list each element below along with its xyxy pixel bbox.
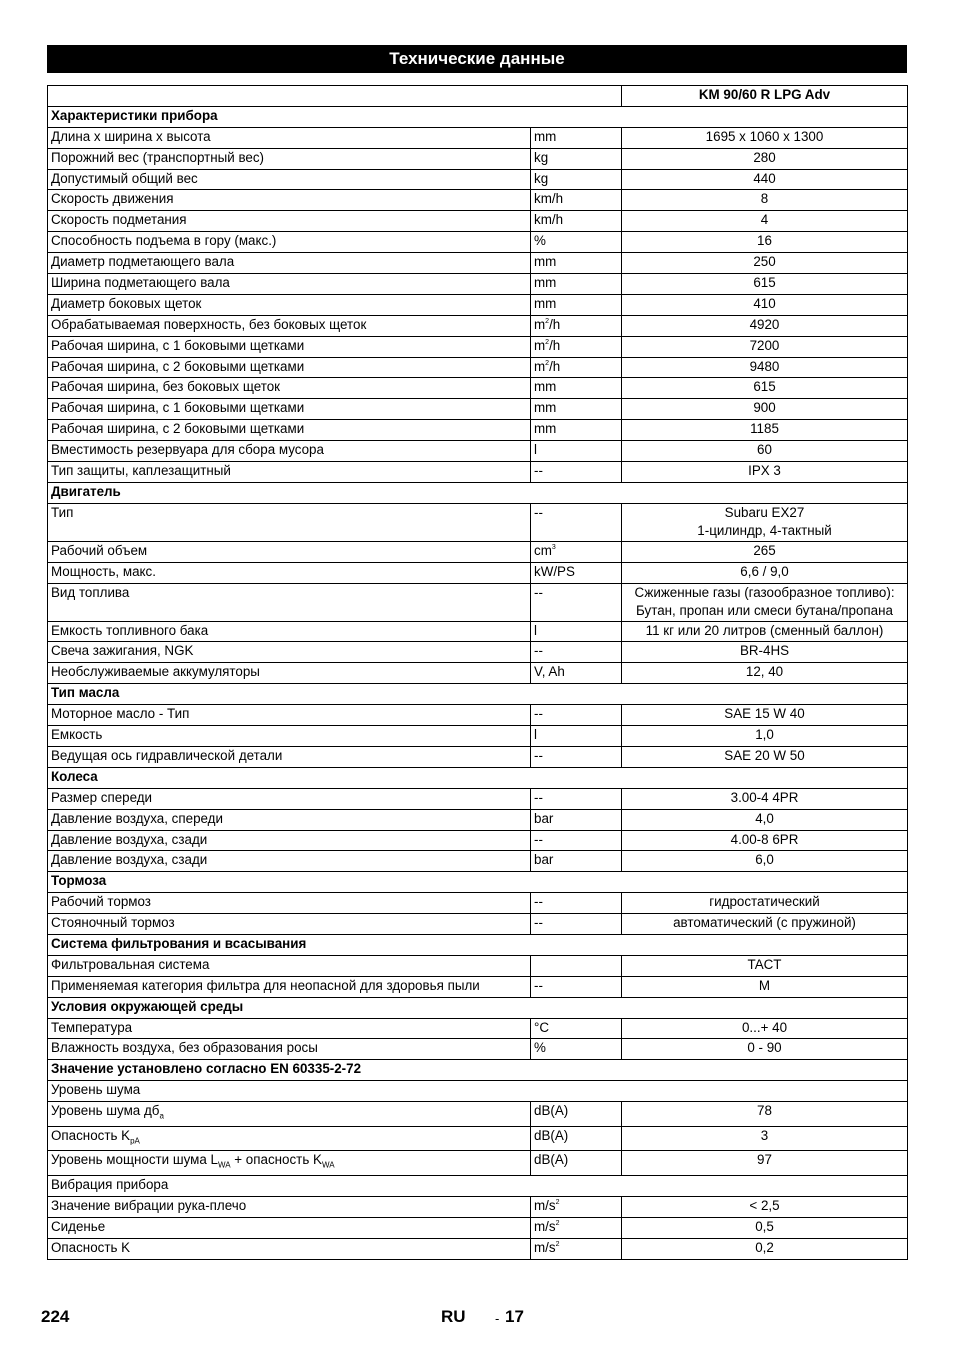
subsection-title: Вибрация прибора	[48, 1176, 908, 1197]
param-unit: mm	[531, 253, 622, 274]
tech-data-table	[47, 85, 908, 1260]
param-value: 6,6 / 9,0	[622, 562, 908, 583]
param-unit: mm	[531, 127, 622, 148]
param-label: Тип	[48, 503, 531, 541]
label-text: Уровень шума дб	[51, 1103, 160, 1119]
table-row	[48, 562, 908, 583]
param-unit: bar	[531, 809, 622, 830]
param-label: Рабочий объем	[48, 541, 531, 562]
label-text: + опасность K	[230, 1152, 322, 1168]
param-label	[48, 1126, 531, 1151]
section-title: Характеристики прибора	[48, 106, 908, 127]
param-label: Фильтровальная система	[48, 955, 531, 976]
param-label	[48, 1102, 531, 1127]
param-label: Допустимый общий вес	[48, 169, 531, 190]
label-text: Уровень мощности шума L	[51, 1152, 218, 1168]
param-label: Рабочая ширина, с 2 боковыми щетками	[48, 357, 531, 378]
table-row	[48, 441, 908, 462]
param-value: 12, 40	[622, 663, 908, 684]
param-unit: mm	[531, 274, 622, 295]
table-row	[48, 169, 908, 190]
table-row	[48, 399, 908, 420]
value-line: 1-цилиндр, 4-тактный	[697, 522, 832, 538]
unit-superscript: 2	[555, 1219, 560, 1227]
param-label: Вид топлива	[48, 583, 531, 621]
param-label: Опасность K	[48, 1238, 531, 1259]
section-title: Двигатель	[48, 482, 908, 503]
label-subscript: WA	[321, 1161, 335, 1171]
table-row	[48, 1217, 908, 1238]
table-row	[48, 503, 908, 541]
table-row	[48, 955, 908, 976]
param-value: 97	[622, 1151, 908, 1176]
param-unit: l	[531, 726, 622, 747]
table-row	[48, 420, 908, 441]
param-label: Размер спереди	[48, 788, 531, 809]
param-label: Значение вибрации рука-плечо	[48, 1196, 531, 1217]
param-unit: --	[531, 788, 622, 809]
param-unit: dB(A)	[531, 1102, 622, 1127]
unit-superscript: 2	[545, 359, 550, 367]
section-row	[48, 767, 908, 788]
param-unit: °C	[531, 1018, 622, 1039]
label-text: Опасность K	[51, 1127, 131, 1143]
param-value: BR-4HS	[622, 642, 908, 663]
param-value: 16	[622, 232, 908, 253]
param-unit	[531, 541, 622, 562]
param-unit: km/h	[531, 211, 622, 232]
table-row	[48, 336, 908, 357]
unit-base: m/s	[534, 1197, 556, 1213]
model-name: KM 90/60 R LPG Adv	[622, 86, 908, 107]
param-value: автоматический (с пружиной)	[622, 914, 908, 935]
table-row	[48, 583, 908, 621]
param-unit	[531, 357, 622, 378]
table-row	[48, 726, 908, 747]
unit-base: m/s	[534, 1218, 556, 1234]
param-unit: --	[531, 462, 622, 483]
param-label: Давление воздуха, спереди	[48, 809, 531, 830]
param-unit: --	[531, 705, 622, 726]
section-title: Значение установлено согласно EN 60335-2-72	[48, 1060, 908, 1081]
table-row	[48, 378, 908, 399]
param-value: 0...+ 40	[622, 1018, 908, 1039]
param-value: 9480	[622, 357, 908, 378]
param-value: 0 - 90	[622, 1039, 908, 1060]
param-value: 1695 x 1060 x 1300	[622, 127, 908, 148]
table-row	[48, 148, 908, 169]
param-label: Тип защиты, каплезащитный	[48, 462, 531, 483]
param-value: SAE 20 W 50	[622, 746, 908, 767]
param-unit: km/h	[531, 190, 622, 211]
param-unit: --	[531, 746, 622, 767]
param-value: 615	[622, 378, 908, 399]
label-subscript: WA	[217, 1161, 231, 1171]
unit-suffix: /h	[549, 316, 561, 332]
param-label: Температура	[48, 1018, 531, 1039]
param-label: Емкость топливного бака	[48, 621, 531, 642]
table-row	[48, 211, 908, 232]
param-value: 0,2	[622, 1238, 908, 1259]
param-label: Применяемая категория фильтра для неопасной для здоровья пыли	[48, 976, 531, 997]
unit-base: m	[534, 316, 546, 332]
section-row	[48, 684, 908, 705]
param-value: 265	[622, 541, 908, 562]
param-unit: dB(A)	[531, 1126, 622, 1151]
table-row	[48, 663, 908, 684]
section-title: Тормоза	[48, 872, 908, 893]
param-unit: l	[531, 621, 622, 642]
param-label: Способность подъема в гору (макс.)	[48, 232, 531, 253]
table-row	[48, 1196, 908, 1217]
section-page-number: 17	[505, 1307, 524, 1326]
param-label: Мощность, макс.	[48, 562, 531, 583]
param-unit: mm	[531, 378, 622, 399]
param-unit: --	[531, 830, 622, 851]
param-unit: --	[531, 503, 622, 541]
unit-base: m	[534, 337, 546, 353]
table-row	[48, 705, 908, 726]
param-unit: kg	[531, 148, 622, 169]
unit-suffix: /h	[549, 358, 561, 374]
param-unit	[531, 1196, 622, 1217]
table-row	[48, 315, 908, 336]
language-code: RU	[441, 1307, 466, 1326]
param-unit: --	[531, 642, 622, 663]
param-value: 11 кг или 20 литров (сменный баллон)	[622, 621, 908, 642]
table-row	[48, 788, 908, 809]
param-value	[622, 583, 908, 621]
table-row	[48, 746, 908, 767]
param-unit	[531, 336, 622, 357]
param-value: 3	[622, 1126, 908, 1151]
param-value: 1185	[622, 420, 908, 441]
param-value: 8	[622, 190, 908, 211]
param-value: < 2,5	[622, 1196, 908, 1217]
table-row	[48, 851, 908, 872]
unit-superscript: 2	[545, 317, 550, 325]
section-row	[48, 934, 908, 955]
param-value: 4	[622, 211, 908, 232]
section-title: Тип масла	[48, 684, 908, 705]
param-value: 280	[622, 148, 908, 169]
param-value: 4920	[622, 315, 908, 336]
param-label: Моторное масло - Тип	[48, 705, 531, 726]
header-empty-cell	[48, 86, 622, 107]
section-row	[48, 997, 908, 1018]
param-unit: l	[531, 441, 622, 462]
param-unit: V, Ah	[531, 663, 622, 684]
param-unit	[531, 1217, 622, 1238]
param-unit: mm	[531, 399, 622, 420]
table-row	[48, 1238, 908, 1259]
param-label: Ведущая ось гидравлической детали	[48, 746, 531, 767]
param-value: 3.00-4 4PR	[622, 788, 908, 809]
unit-base: cm	[534, 542, 552, 558]
param-unit: bar	[531, 851, 622, 872]
param-value: M	[622, 976, 908, 997]
param-label: Обрабатываемая поверхность, без боковых щеток	[48, 315, 531, 336]
param-label: Рабочий тормоз	[48, 893, 531, 914]
param-unit	[531, 1238, 622, 1259]
table-row	[48, 1102, 908, 1127]
table-row	[48, 642, 908, 663]
param-value: TACT	[622, 955, 908, 976]
table-row	[48, 1039, 908, 1060]
section-title: Условия окружающей среды	[48, 997, 908, 1018]
param-unit: mm	[531, 294, 622, 315]
section-row	[48, 1060, 908, 1081]
param-label	[48, 1151, 531, 1176]
param-unit: --	[531, 976, 622, 997]
param-unit: kg	[531, 169, 622, 190]
subsection-row	[48, 1176, 908, 1197]
param-label: Рабочая ширина, без боковых щеток	[48, 378, 531, 399]
table-row	[48, 1018, 908, 1039]
table-row	[48, 621, 908, 642]
param-label: Давление воздуха, сзади	[48, 851, 531, 872]
unit-base: m/s	[534, 1239, 556, 1255]
page-title: Технические данные	[47, 45, 907, 73]
param-value: 60	[622, 441, 908, 462]
param-unit: --	[531, 583, 622, 621]
param-label: Необслуживаемые аккумуляторы	[48, 663, 531, 684]
subsection-title: Уровень шума	[48, 1081, 908, 1102]
param-value: 6,0	[622, 851, 908, 872]
param-label: Длина x ширина x высота	[48, 127, 531, 148]
table-row	[48, 274, 908, 295]
section-row	[48, 872, 908, 893]
param-unit: kW/PS	[531, 562, 622, 583]
param-label: Давление воздуха, сзади	[48, 830, 531, 851]
unit-suffix: /h	[549, 337, 561, 353]
param-value: 900	[622, 399, 908, 420]
param-value: 440	[622, 169, 908, 190]
unit-superscript: 2	[555, 1240, 560, 1248]
param-unit	[531, 955, 622, 976]
table-row	[48, 830, 908, 851]
section-row	[48, 106, 908, 127]
param-label: Ширина подметающего вала	[48, 274, 531, 295]
param-value: 615	[622, 274, 908, 295]
param-value: 410	[622, 294, 908, 315]
param-value: IPX 3	[622, 462, 908, 483]
table-row	[48, 253, 908, 274]
section-row	[48, 482, 908, 503]
param-value	[622, 503, 908, 541]
param-value: 78	[622, 1102, 908, 1127]
value-line: Бутан, пропан или смеси бутана/пропана	[636, 602, 893, 618]
param-value: 250	[622, 253, 908, 274]
param-label: Сиденье	[48, 1217, 531, 1238]
param-label: Вместимость резервуара для сбора мусора	[48, 441, 531, 462]
subsection-row	[48, 1081, 908, 1102]
table-row	[48, 462, 908, 483]
unit-superscript: 2	[555, 1198, 560, 1206]
table-row	[48, 809, 908, 830]
param-label: Свеча зажигания, NGK	[48, 642, 531, 663]
param-value: 4.00-8 6PR	[622, 830, 908, 851]
param-value: SAE 15 W 40	[622, 705, 908, 726]
table-header-row	[48, 86, 908, 107]
value-line: Subaru EX27	[724, 504, 805, 520]
param-unit: %	[531, 1039, 622, 1060]
page-separator: -	[495, 1311, 500, 1326]
param-label: Влажность воздуха, без образования росы	[48, 1039, 531, 1060]
param-value: 4,0	[622, 809, 908, 830]
param-value: 0,5	[622, 1217, 908, 1238]
label-subscript: pA	[130, 1136, 140, 1146]
param-label: Рабочая ширина, с 2 боковыми щетками	[48, 420, 531, 441]
section-title: Колеса	[48, 767, 908, 788]
table-row	[48, 1151, 908, 1176]
param-label: Скорость движения	[48, 190, 531, 211]
param-label: Скорость подметания	[48, 211, 531, 232]
param-value: 1,0	[622, 726, 908, 747]
param-label: Диаметр подметающего вала	[48, 253, 531, 274]
param-label: Емкость	[48, 726, 531, 747]
table-row	[48, 914, 908, 935]
table-row	[48, 190, 908, 211]
param-label: Порожний вес (транспортный вес)	[48, 148, 531, 169]
param-unit: dB(A)	[531, 1151, 622, 1176]
table-row	[48, 541, 908, 562]
unit-superscript: 3	[551, 543, 556, 551]
param-label: Диаметр боковых щеток	[48, 294, 531, 315]
unit-superscript: 2	[545, 338, 550, 346]
label-subscript: a	[159, 1111, 164, 1121]
param-unit: %	[531, 232, 622, 253]
param-label: Стояночный тормоз	[48, 914, 531, 935]
param-unit: mm	[531, 420, 622, 441]
param-unit: --	[531, 893, 622, 914]
unit-base: m	[534, 358, 546, 374]
value-line: Сжиженные газы (газообразное топливо):	[634, 584, 895, 600]
param-label: Рабочая ширина, с 1 боковыми щетками	[48, 399, 531, 420]
table-row	[48, 357, 908, 378]
table-row	[48, 294, 908, 315]
table-row	[48, 127, 908, 148]
table-row	[48, 1126, 908, 1151]
table-row	[48, 232, 908, 253]
page-number: 224	[41, 1307, 70, 1326]
section-title: Система фильтрования и всасывания	[48, 934, 908, 955]
table-row	[48, 893, 908, 914]
param-unit	[531, 315, 622, 336]
param-unit: --	[531, 914, 622, 935]
param-value: гидростатический	[622, 893, 908, 914]
param-value: 7200	[622, 336, 908, 357]
param-label: Рабочая ширина, с 1 боковыми щетками	[48, 336, 531, 357]
table-row	[48, 976, 908, 997]
